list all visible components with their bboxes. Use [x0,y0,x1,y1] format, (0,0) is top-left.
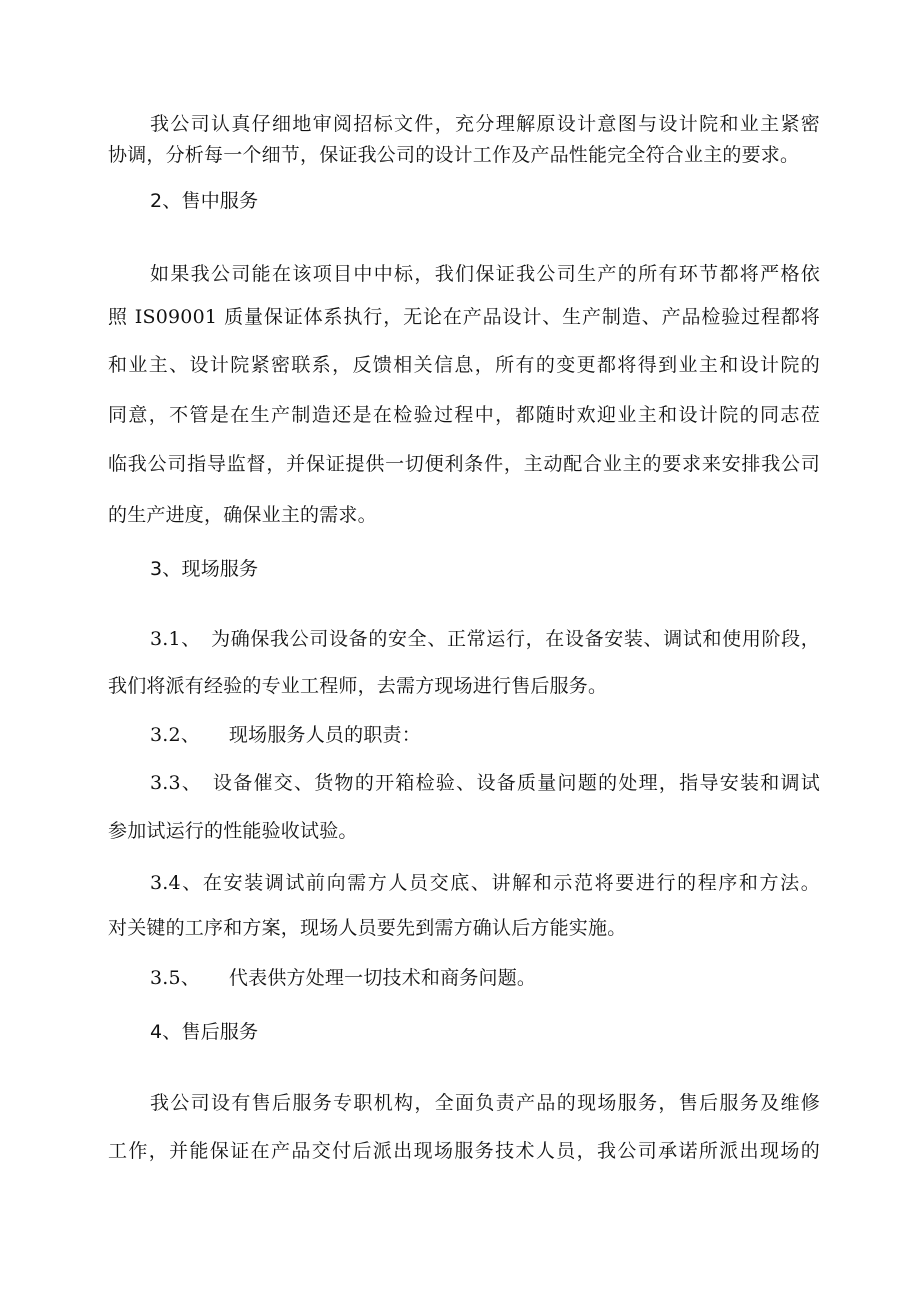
section-2-line-2: 照 IS09001 质量保证体系执行，无论在产品设计、生产制造、产品检验过程都将 [108,306,820,328]
section-4-line-2: 工作，并能保证在产品交付后派出现场服务技术人员，我公司承诺所派出现场的 [108,1140,820,1162]
section-4-heading: 4、售后服务 [150,1021,259,1043]
section-2-line-1: 如果我公司能在该项目中中标，我们保证我公司生产的所有环节都将严格依 [150,263,820,285]
section-2-line-4: 同意，不管是在生产制造还是在检验过程中，都随时欢迎业主和设计院的同志莅 [108,404,820,426]
item-3-1-line-2: 我们将派有经验的专业工程师，去需方现场进行售后服务。 [108,675,608,697]
paragraph-1-line-2: 协调，分析每一个细节，保证我公司的设计工作及产品性能完全符合业主的要求。 [108,144,800,166]
section-2-heading: 2、售中服务 [150,190,259,212]
item-3-3-line-2: 参加试运行的性能验收试验。 [108,820,358,842]
section-4-line-1: 我公司设有售后服务专职机构，全面负责产品的现场服务，售后服务及维修 [150,1092,820,1114]
item-3-4-line-2: 对关键的工序和方案，现场人员要先到需方确认后方能实施。 [108,917,627,939]
section-2-line-6: 的生产进度，确保业主的需求。 [108,504,377,526]
section-2-line-5: 临我公司指导监督，并保证提供一切便利条件，主动配合业主的要求来安排我公司 [108,453,820,475]
section-2-line-3: 和业主、设计院紧密联系，反馈相关信息，所有的变更都将得到业主和设计院的 [108,354,820,376]
item-3-5: 3.5、 代表供方处理一切技术和商务问题。 [150,967,537,989]
item-3-2: 3.2、 现场服务人员的职责： [150,724,421,746]
item-3-3-line-1: 3.3、 设备催交、货物的开箱检验、设备质量问题的处理，指导安装和调试 [150,772,820,794]
section-3-heading: 3、现场服务 [150,558,259,580]
paragraph-1-line-1: 我公司认真仔细地审阅招标文件，充分理解原设计意图与设计院和业主紧密 [150,113,820,135]
item-3-1-line-1: 3.1、 为确保我公司设备的安全、正常运行，在设备安装、调试和使用阶段， [150,628,820,650]
item-3-4-line-1: 3.4、在安装调试前向需方人员交底、讲解和示范将要进行的程序和方法。 [150,872,820,894]
